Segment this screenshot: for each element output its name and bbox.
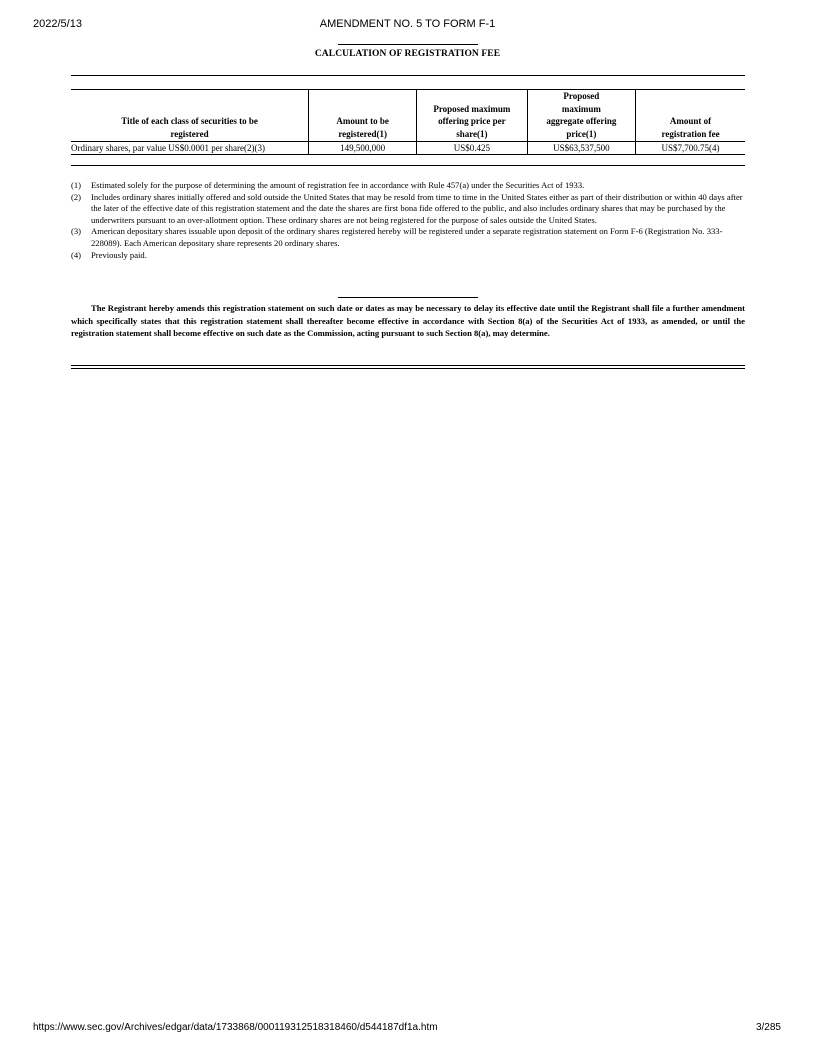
footnote-text: Previously paid. [91,249,147,260]
registrant-statement: The Registrant hereby amends this registration statement on such date or dates as may be necessary to delay its effective date until the Registrant shall file a further amendment which specifically states that this registration statement shall thereafter become effective in accordance with Section 8(a) of the Securities Act of 1933, as amended, or until the registration statement shall become effective on such date as the Commission, acting pursuant to such Section 8(a), may determine. [71,303,745,339]
title-rule [338,44,478,45]
header-max-aggregate-price [527,90,635,142]
footnote [71,192,745,227]
header-max-aggregate-price-text: Proposed maximum aggregate offering price(1) [546,91,617,139]
footnote [71,250,745,262]
footnote-number: (1) [71,180,82,190]
table-top-rule [71,75,745,76]
header-amount-registered-text: Amount to be registered(1) [336,116,389,139]
footnote [71,226,745,249]
document-title: AMENDMENT NO. 5 TO FORM F-1 [319,18,496,30]
footnote-text: American depositary shares issuable upon deposit of the ordinary shares registered hereby will be registered under a separate registration statement on Form F-6 (Registration No. 333-228089). Each American depositary share represents 20 ordinary shares. [91,226,723,248]
table-row [71,142,745,155]
footnote [71,180,745,192]
fee-table-header-row [71,90,745,142]
cell-security-class: Ordinary shares, par value US$0.0001 per share(2)(3) [71,143,265,153]
page-number: 3/285 [755,1022,781,1033]
header-title-of-class [71,90,309,142]
footnotes [71,180,745,261]
cell-amount-registered: 149,500,000 [309,142,417,155]
footnote-text: Estimated solely for the purpose of determining the amount of registration fee in accordance with Rule 457(a) under the Securities Act of 1933. [91,180,585,190]
header-registration-fee [636,90,745,142]
header-amount-registered [309,90,417,142]
double-rule-top [71,365,745,366]
footnote-number: (3) [71,226,82,237]
cell-aggregate-price: US$63,537,500 [527,142,635,155]
footnote-number: (2) [71,191,82,202]
cell-offering-price: US$0.425 [417,142,527,155]
footnote-text: Includes ordinary shares initially offered and sold outside the United States that may be resold from time to time in the United States either as part of their distribution or within 40 days after the later of the effective date of this registration statement and the date the shares are first bona fide offered to the public, and also includes ordinary shares that may be purchased by the underwriters pursuant to an over-allotment option. These ordinary shares are not being registered for the purpose of sales outside the United States. [91,191,743,225]
registration-fee-table [71,89,745,155]
table-bottom-rule [71,165,745,166]
cell-registration-fee: US$7,700.75(4) [636,142,745,155]
header-registration-fee-text: Amount of registration fee [661,116,720,139]
header-max-offering-price [417,90,527,142]
print-date: 2022/5/13 [33,18,82,30]
double-rule-bottom [71,368,745,369]
section-title: CALCULATION OF REGISTRATION FEE [314,49,501,59]
footnote-number: (4) [71,249,82,260]
header-title-of-class-text: Title of each class of securities to be registered [121,116,258,139]
statement-rule [338,297,478,298]
header-max-offering-price-text: Proposed maximum offering price per share(1) [433,103,511,139]
page-url: https://www.sec.gov/Archives/edgar/data/1733868/000119312518318460/d544187df1a.htm [33,1022,438,1033]
